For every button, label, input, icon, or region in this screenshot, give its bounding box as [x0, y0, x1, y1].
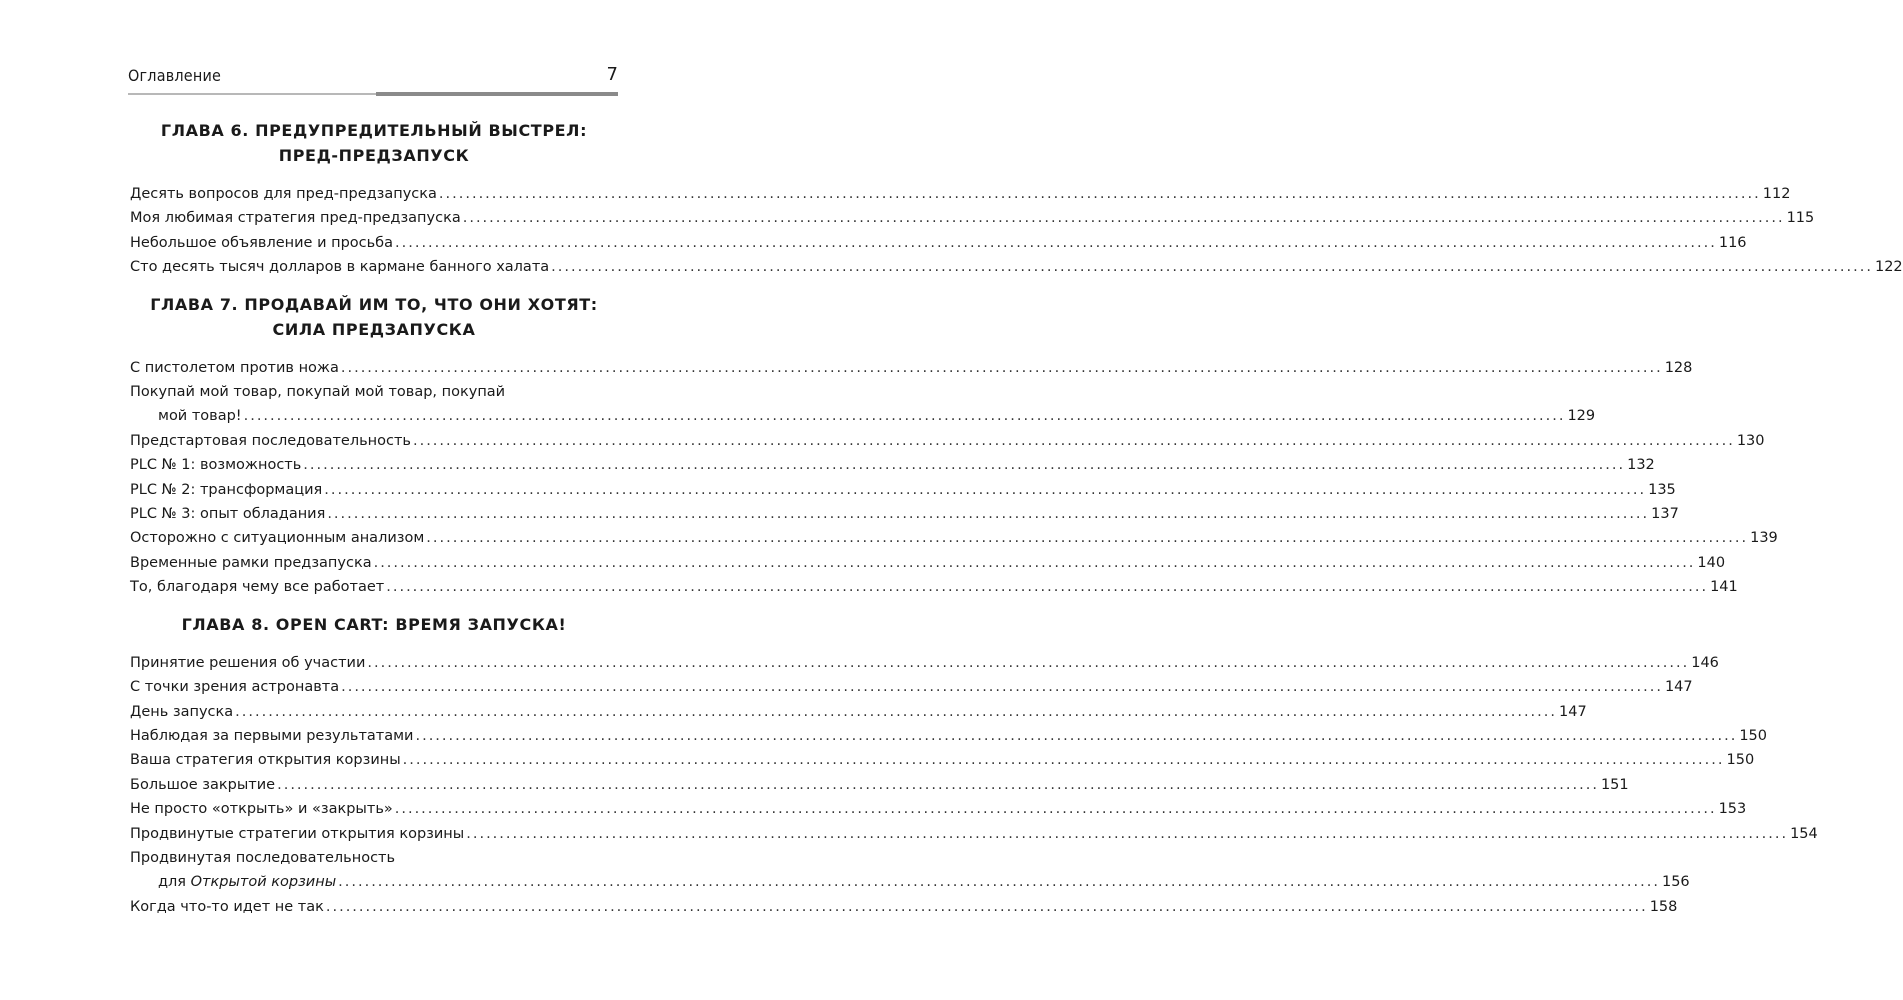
toc-entry-label: PLC № 2: трансформация: [130, 481, 323, 498]
toc-entry-label: Продвинутая последовательность: [130, 849, 396, 866]
toc-entry[interactable]: [130, 255, 1903, 279]
toc-entry[interactable]: [130, 773, 1629, 797]
toc-entry-label: Покупай мой товар, покупай мой товар, покупай: [130, 384, 506, 401]
toc-entry[interactable]: [130, 846, 1690, 895]
toc-entry-page: 130: [1736, 432, 1765, 449]
toc-entry-page: 132: [1627, 457, 1655, 474]
toc-entry-label: PLC № 3: опыт обладания: [130, 506, 326, 523]
toc-entry-label: Принятие решения об участии: [130, 654, 366, 671]
table-of-contents: [130, 118, 1903, 931]
toc-entry-label: То, благодаря чему все работает: [130, 579, 385, 596]
toc-entry-page: 115: [1786, 210, 1815, 227]
toc-entry-label: Десять вопросов для пред-предзапуска: [130, 186, 437, 202]
chapter-entries: [130, 356, 1778, 600]
toc-entry[interactable]: [130, 797, 1747, 821]
chapter-heading: [130, 292, 618, 342]
toc-entry-page: 129: [1567, 408, 1596, 425]
leader-dots: ........................................................................................................................................................................................................: [438, 186, 1761, 202]
toc-entry[interactable]: [130, 478, 1676, 502]
toc-entry-label: Продвинутые стратегии открытия корзины: [130, 825, 465, 842]
leader-dots: ........................................................................................................................................................................................................: [415, 727, 1738, 744]
toc-entry[interactable]: [130, 895, 1678, 919]
toc-entry-label: Моя любимая стратегия пред-предзапуска: [130, 210, 461, 227]
leader-dots: ........................................................................................................................................................................................................: [341, 679, 1663, 696]
leader-dots: ........................................................................................................................................................................................................: [325, 898, 1648, 915]
leader-dots: ........................................................................................................................................................................................................: [412, 432, 1735, 449]
leader-dots: ........................................................................................................................................................................................................: [303, 457, 1626, 474]
leader-dots: ........................................................................................................................................................................................................: [394, 801, 1717, 818]
toc-entry-page: 150: [1726, 752, 1755, 769]
leader-dots: ........................................................................................................................................................................................................: [277, 776, 1599, 793]
toc-entry-page: 137: [1651, 506, 1679, 523]
leader-dots: ........................................................................................................................................................................................................: [367, 654, 1690, 671]
toc-entry[interactable]: [130, 380, 1596, 429]
toc-entry-label: Когда что-то идет не так: [130, 898, 324, 915]
toc-entry-label: Предстартовая последовательность: [130, 432, 411, 449]
toc-entry-label: Ваша стратегия открытия корзины: [130, 752, 401, 769]
leader-dots: ........................................................................................................................................................................................................: [426, 530, 1749, 547]
leader-dots: ........................................................................................................................................................................................................: [340, 359, 1663, 376]
chapter-heading-line: ГЛАВА 7. ПРОДАВАЙ ИМ ТО, ЧТО ОНИ ХОТЯТ:: [150, 294, 598, 314]
chapter-heading-line: ГЛАВА 6. ПРЕДУПРЕДИТЕЛЬНЫЙ ВЫСТРЕЛ:: [160, 121, 588, 140]
toc-entry-label: Небольшое объявление и просьба: [130, 234, 394, 251]
toc-entry-page: 147: [1559, 703, 1587, 720]
toc-entry-label: Не просто «открыть» и «закрыть»: [130, 801, 393, 818]
toc-entry[interactable]: [130, 206, 1815, 230]
leader-dots: ........................................................................................................................................................................................................: [551, 259, 1873, 276]
toc-entry[interactable]: [130, 182, 1791, 206]
toc-entry-page: 146: [1691, 654, 1719, 671]
chapter-entries: [130, 651, 1818, 919]
leader-dots: ........................................................................................................................................................................................................: [386, 579, 1709, 596]
chapter-heading-line: ПРЕД-ПРЕДЗАПУСК: [278, 146, 470, 165]
chapter-heading: [130, 118, 618, 168]
leader-dots: ........................................................................................................................................................................................................: [338, 874, 1660, 891]
toc-entry-label-continuation: [158, 870, 336, 894]
running-head: [128, 62, 618, 94]
toc-entry-page: 122: [1874, 259, 1903, 276]
chapter-entries: [130, 182, 1903, 280]
leader-dots: ........................................................................................................................................................................................................: [402, 752, 1725, 769]
toc-entry[interactable]: [130, 822, 1818, 846]
chapter-heading-line: СИЛА ПРЕДЗАПУСКА: [272, 319, 476, 339]
header-rule-dark: [376, 92, 618, 96]
leader-dots: ........................................................................................................................................................................................................: [462, 210, 1785, 227]
toc-entry-label-prefix: для: [158, 874, 191, 891]
toc-entry-label: Временные рамки предзапуска: [130, 554, 372, 571]
toc-entry-label-italic: Открытой корзины: [190, 874, 337, 891]
toc-entry-page: 116: [1718, 234, 1747, 251]
toc-entry-page: 151: [1600, 776, 1629, 793]
toc-entry-page: 140: [1697, 554, 1726, 571]
toc-entry-page: 150: [1739, 727, 1767, 744]
toc-entry-page: 141: [1710, 579, 1738, 596]
toc-entry[interactable]: [130, 356, 1693, 380]
toc-entry-label: С точки зрения астронавта: [130, 679, 340, 696]
chapter-heading-line: ГЛАВА 8. OPEN CART: ВРЕМЯ ЗАПУСКА!: [181, 614, 567, 634]
leader-dots: ........................................................................................................................................................................................................: [327, 506, 1650, 523]
toc-entry-page: 128: [1664, 359, 1693, 376]
toc-entry-label: Сто десять тысяч долларов в кармане банного халата: [130, 259, 550, 276]
toc-entry-label-continuation: мой товар!: [158, 408, 242, 425]
toc-entry-page: 112: [1762, 186, 1791, 202]
toc-entry[interactable]: [130, 748, 1755, 772]
header-rule-light: [128, 93, 376, 95]
toc-entry[interactable]: [130, 551, 1726, 575]
toc-entry[interactable]: [130, 453, 1655, 477]
toc-entry-label: С пистолетом против ножа: [130, 359, 339, 376]
leader-dots: ........................................................................................................................................................................................................: [324, 481, 1647, 498]
leader-dots: ........................................................................................................................................................................................................: [235, 703, 1557, 720]
toc-entry[interactable]: [130, 526, 1778, 550]
running-head-title: Оглавление: [128, 66, 222, 85]
toc-entry-label: PLC № 1: возможность: [130, 457, 302, 474]
toc-entry[interactable]: [130, 502, 1679, 526]
toc-entry[interactable]: [130, 675, 1693, 699]
page-number: 7: [606, 64, 618, 85]
leader-dots: ........................................................................................................................................................................................................: [466, 825, 1789, 842]
toc-entry-page: 153: [1718, 801, 1747, 818]
toc-entry-page: 139: [1750, 530, 1778, 547]
leader-dots: ........................................................................................................................................................................................................: [395, 234, 1717, 251]
toc-entry[interactable]: [130, 429, 1765, 453]
toc-entry[interactable]: [130, 700, 1587, 724]
toc-entry-page: 156: [1661, 874, 1690, 891]
toc-entry-label: Осторожно с ситуационным анализом: [130, 530, 425, 547]
toc-entry-page: 158: [1649, 898, 1678, 915]
toc-entry-label: Большое закрытие: [130, 776, 276, 793]
toc-entry[interactable]: [130, 724, 1767, 748]
toc-entry[interactable]: [130, 651, 1719, 675]
leader-dots: ........................................................................................................................................................................................................: [373, 554, 1696, 571]
chapter-heading: [130, 612, 618, 637]
leader-dots: ........................................................................................................................................................................................................: [243, 408, 1566, 425]
toc-entry-page: 154: [1790, 825, 1818, 842]
toc-entry[interactable]: [130, 575, 1738, 599]
toc-entry[interactable]: [130, 231, 1747, 255]
toc-entry-page: 135: [1648, 481, 1676, 498]
toc-entry-label: Наблюдая за первыми результатами: [130, 727, 414, 744]
toc-entry-label: День запуска: [130, 703, 234, 720]
toc-entry-page: 147: [1664, 679, 1693, 696]
